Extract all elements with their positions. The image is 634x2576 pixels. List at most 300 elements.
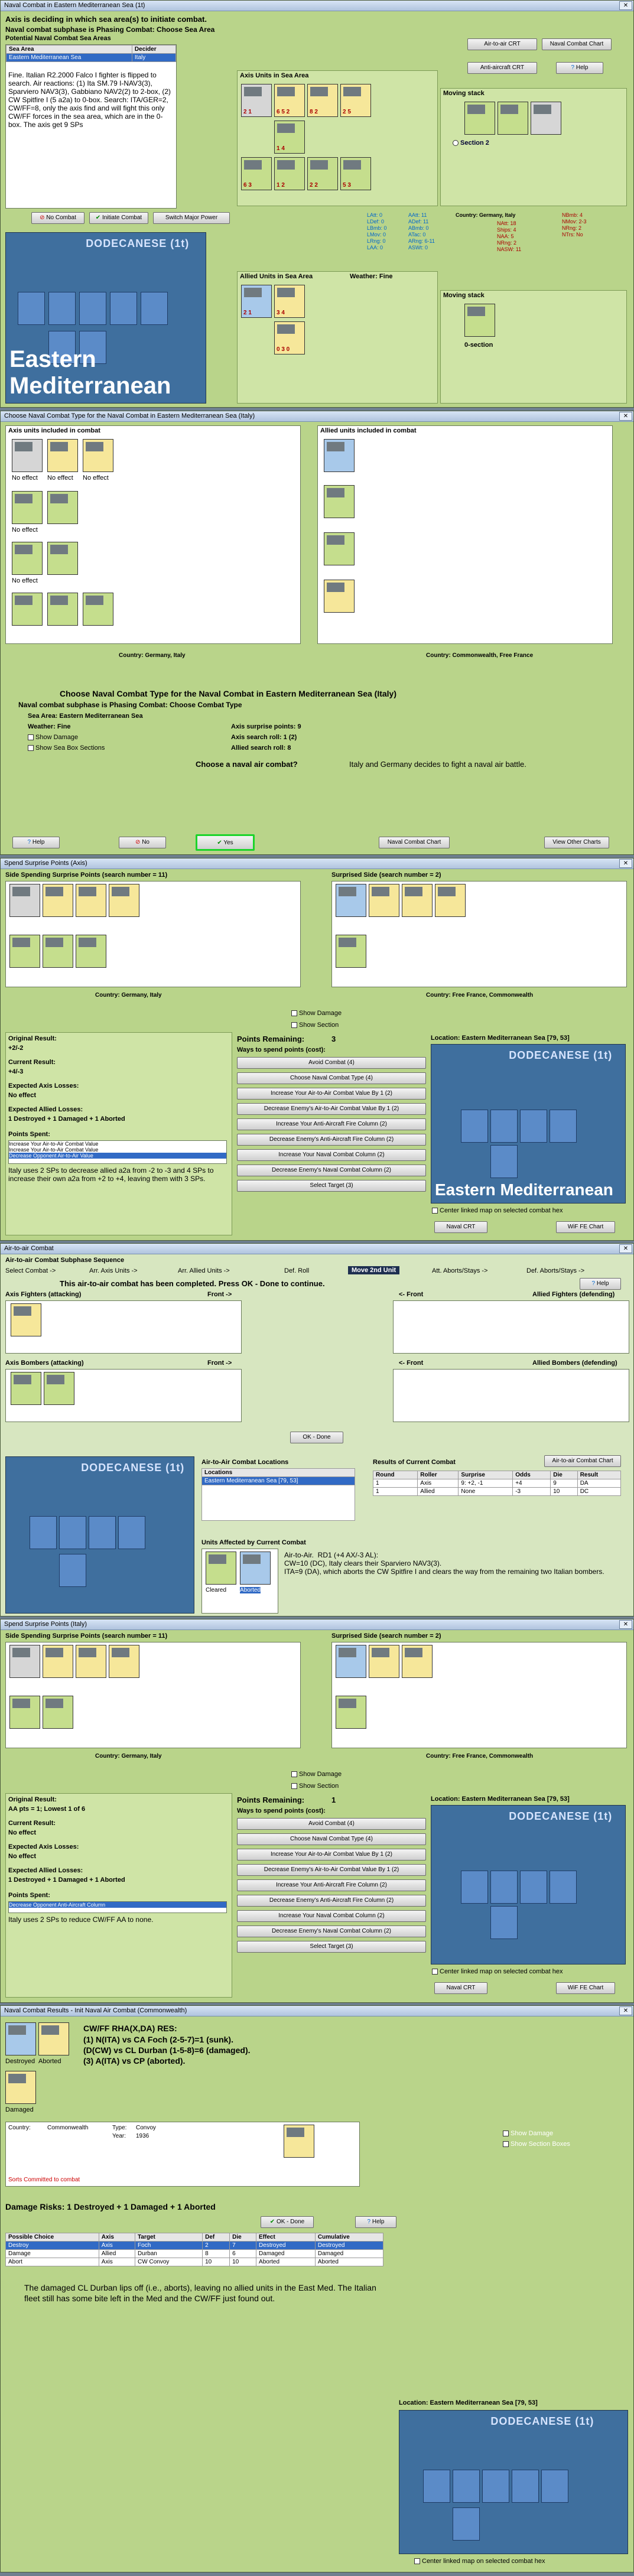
unit-counter[interactable] <box>464 102 495 135</box>
spend-sp-axis-window <box>0 858 634 1241</box>
damaged-label: Damaged <box>5 2106 34 2113</box>
spend-option-button[interactable]: Decrease Enemy's Naval Combat Column (2) <box>237 1165 426 1176</box>
btn-label: No Combat <box>46 214 76 221</box>
orig-result-value: AA pts = 1; Lowest 1 of 6 <box>8 1806 86 1813</box>
unit-counter[interactable] <box>38 2022 69 2055</box>
help-button[interactable]: ? Help <box>580 1278 621 1290</box>
sea-box[interactable] <box>520 1110 547 1143</box>
spend-option-button[interactable]: Choose Naval Combat Type (4) <box>237 1833 426 1845</box>
unit-counter[interactable] <box>76 935 106 968</box>
unit-counter[interactable] <box>9 935 40 968</box>
cell: 6 <box>230 2250 256 2258</box>
cell: 10 <box>203 2258 230 2266</box>
cell: Axis <box>418 1479 459 1488</box>
naval-combat-chart-button[interactable]: Naval Combat Chart <box>542 38 612 50</box>
curr-result-value: +4/-3 <box>8 1068 24 1075</box>
list-item[interactable]: Decrease Opponent Anti-Aircraft Column <box>9 1902 226 1908</box>
sea-box[interactable] <box>550 1871 577 1904</box>
no-button[interactable]: ⊘ No <box>119 837 166 848</box>
unit-counter[interactable] <box>5 2071 36 2104</box>
close-icon[interactable]: ✕ <box>619 2006 632 2015</box>
unit-counter[interactable]: 2 1 <box>241 84 272 117</box>
naval-crt-button[interactable]: Naval CRT <box>434 1221 487 1233</box>
unit-counter[interactable] <box>83 439 113 472</box>
curr-result-label: Current Result: <box>8 1059 56 1066</box>
sea-box[interactable] <box>512 2470 539 2503</box>
sea-box[interactable] <box>79 292 106 325</box>
cell: Destroyed <box>256 2242 316 2250</box>
sea-box[interactable] <box>461 1110 488 1143</box>
sea-box[interactable] <box>520 1871 547 1904</box>
unit-counter[interactable]: 1 2 <box>274 157 305 190</box>
cell: Destroyed <box>315 2242 383 2250</box>
map-region-label: Eastern Mediterranean <box>435 1180 613 1199</box>
unit-counter[interactable] <box>11 1303 41 1336</box>
spend-option-button[interactable]: Increase Your Anti-Aircraft Fire Column (2) <box>237 1879 426 1891</box>
allied-units-panel <box>331 1642 627 1748</box>
window-titlebar[interactable] <box>1 411 633 422</box>
cell: Damaged <box>315 2250 383 2258</box>
checkbox-label: Show Damage <box>511 2130 554 2137</box>
naval-crt-button[interactable]: Naval CRT <box>434 1982 487 1994</box>
seq-step: Arr. Allied Units -> <box>178 1267 230 1274</box>
col-locations[interactable]: Locations <box>202 1469 355 1477</box>
table-row[interactable] <box>6 2258 383 2266</box>
year-label: Year: <box>112 2133 126 2139</box>
ff-chart-button[interactable]: WiF FE Chart <box>556 1982 615 1994</box>
spend-option-button[interactable]: Decrease Enemy's Anti-Aircraft Fire Column (2) <box>237 1895 426 1907</box>
table-row[interactable] <box>6 54 176 62</box>
points-spent-list[interactable] <box>8 1140 227 1164</box>
seq-step: Att. Aborts/Stays -> <box>432 1267 488 1274</box>
spend-option-button[interactable]: Decrease Enemy's Anti-Aircraft Fire Column (2) <box>237 1134 426 1146</box>
choose-subtitle: Naval combat subphase is Phasing Combat: Choose Combat Type <box>18 701 242 709</box>
unit-counter[interactable] <box>324 439 355 472</box>
list-item[interactable]: Increase Your Air-to-Air Combat Value <box>9 1147 99 1153</box>
initiate-combat-button[interactable]: ✔ Initiate Combat <box>89 212 148 224</box>
unit-counter[interactable] <box>43 935 73 968</box>
unit-counter[interactable] <box>240 1552 271 1585</box>
sea-box[interactable] <box>461 1871 488 1904</box>
cell: 9 <box>551 1479 577 1488</box>
axis-units-panel <box>5 881 301 987</box>
sea-box[interactable] <box>118 1516 145 1549</box>
table-row[interactable] <box>6 2242 383 2250</box>
unit-counter[interactable] <box>402 884 433 917</box>
show-boxes-checkbox[interactable] <box>28 744 105 752</box>
year-value: 1936 <box>136 2133 149 2139</box>
unit-counter[interactable] <box>47 542 78 575</box>
unit-counter[interactable]: 8 2 <box>307 84 338 117</box>
unit-counter[interactable]: 2 5 <box>340 84 371 117</box>
sea-area-list[interactable] <box>5 44 177 209</box>
window-title: Spend Surprise Points (Axis) <box>4 860 87 867</box>
unit-counter[interactable] <box>12 542 43 575</box>
sea-box[interactable] <box>490 1110 518 1143</box>
unit-counter[interactable] <box>402 1645 433 1678</box>
air-to-air-crt-button[interactable]: Air-to-air CRT <box>467 38 537 50</box>
results-title: Results of Current Combat <box>373 1459 456 1466</box>
decider-cell: Italy <box>132 54 175 62</box>
window-title: Spend Surprise Points (Italy) <box>4 1621 87 1628</box>
list-item[interactable]: Increase Your Air-to-Air Combat Value <box>9 1141 99 1147</box>
sea-area-label: Sea Area: Eastern Mediterranean Sea <box>28 713 143 720</box>
axis-units-panel <box>5 1642 301 1748</box>
unit-counter[interactable] <box>12 491 43 524</box>
exp-allied-value: 1 Destroyed + 1 Damaged + 1 Aborted <box>8 1115 125 1123</box>
axis-roll-label: Axis search roll: 1 (2) <box>231 734 297 741</box>
btn-label: Help <box>596 1280 609 1287</box>
unit-counter[interactable] <box>76 884 106 917</box>
unit-counter[interactable] <box>43 1645 73 1678</box>
allied-units-title: Allied Units in Sea Area <box>240 273 313 280</box>
unit-counter[interactable] <box>109 884 139 917</box>
switch-major-power-button[interactable] <box>153 212 230 224</box>
seq-step: Select Combat -> <box>5 1267 56 1274</box>
unit-counter[interactable] <box>9 884 40 917</box>
show-damage-checkbox[interactable] <box>291 1771 342 1778</box>
close-icon[interactable]: ✕ <box>619 859 632 868</box>
unit-counter[interactable] <box>47 593 78 626</box>
show-section-checkbox[interactable] <box>291 1783 339 1790</box>
orig-result-label: Original Result: <box>8 1035 57 1042</box>
help-button[interactable]: ? Help <box>355 2216 396 2228</box>
weather-label: Weather: Fine <box>28 723 71 730</box>
curr-result-value: No effect <box>8 1829 37 1836</box>
col-sea-area[interactable]: Sea Area <box>6 45 132 54</box>
status-message: This air-to-air combat has been completed. Press OK - Done to continue. <box>60 1279 325 1288</box>
cell: Allied <box>99 2250 135 2258</box>
allied-bombers-box[interactable] <box>393 1369 629 1422</box>
seq-step: Arr. Axis Units -> <box>89 1267 138 1274</box>
col-header: Round <box>373 1471 418 1479</box>
unit-counter[interactable] <box>43 1696 73 1729</box>
unit-counter[interactable] <box>43 884 73 917</box>
no-combat-button[interactable]: ⊘ No Combat <box>31 212 84 224</box>
sea-box[interactable] <box>110 292 137 325</box>
window-title: Naval Combat Results - Init Naval Air Combat (Commonwealth) <box>4 2007 187 2014</box>
summary-text: The damaged CL Durban lips off (i.e., aborts), leaving no allied units in the East Med. The Italian fleet still has some bite left in the Med and the CW/FF just found out. <box>24 2283 376 2303</box>
antiair-crt-button[interactable]: Anti-aircraft CRT <box>467 62 537 74</box>
sea-box[interactable] <box>30 1516 57 1549</box>
help-button[interactable]: ? Help <box>12 837 60 848</box>
btn-label: Initiate Combat <box>102 214 142 221</box>
sea-box[interactable] <box>89 1516 116 1549</box>
cell: Axis <box>99 2258 135 2266</box>
window-titlebar[interactable] <box>1 1619 633 1630</box>
show-damage-checkbox[interactable] <box>28 734 78 741</box>
curr-result-label: Current Result: <box>8 1820 56 1827</box>
list-item[interactable]: Decrease Opponent Air-to-Air Value <box>9 1153 226 1159</box>
allied-fighters-box[interactable] <box>393 1300 629 1354</box>
spend-sp-italy-window <box>0 1619 634 2003</box>
col-header: Die <box>230 2233 256 2242</box>
unit-counter[interactable] <box>324 532 355 565</box>
location-label: Location: Eastern Mediterranean Sea [79, 53] <box>431 1035 570 1042</box>
orig-result-value: +2/-2 <box>8 1045 24 1052</box>
window-titlebar[interactable] <box>1 2006 633 2016</box>
cell: Abort <box>6 2258 99 2266</box>
cell: 10 <box>551 1488 577 1496</box>
show-boxes-checkbox[interactable] <box>503 2141 570 2148</box>
axis-bombers-box[interactable] <box>5 1369 242 1422</box>
sea-area-map[interactable] <box>5 1456 194 1614</box>
spend-option-button[interactable]: Increase Your Air-to-Air Combat Value By 1 (2) <box>237 1088 426 1100</box>
col-header: Def <box>203 2233 230 2242</box>
unit-counter[interactable] <box>435 884 466 917</box>
affected-units-box <box>201 1549 278 1614</box>
unit-counter[interactable]: 2 2 <box>307 157 338 190</box>
locations-title: Air-to-Air Combat Locations <box>201 1459 289 1466</box>
cell: 2 <box>203 2242 230 2250</box>
checkbox-label: Center linked map on selected combat hex <box>440 1968 563 1975</box>
allied-roll-label: Allied search roll: 8 <box>231 744 291 752</box>
table-row[interactable] <box>202 1477 355 1485</box>
stats-col-1: LAtt: 0 LDef: 0 LBmb: 0 LMov: 0 LRng: 0 LAA: 0 <box>367 212 387 251</box>
spend-option-button[interactable]: Avoid Combat (4) <box>237 1818 426 1830</box>
results-table <box>373 1471 621 1496</box>
unit-counter[interactable]: 6 3 <box>241 157 272 190</box>
unit-counter[interactable] <box>9 1645 40 1678</box>
table-row[interactable] <box>373 1479 621 1488</box>
checkbox-label: Show Section <box>299 1783 339 1790</box>
table-row[interactable] <box>6 2250 383 2258</box>
checkbox-label: Show Damage <box>299 1771 342 1778</box>
aborted-label: Aborted <box>240 1587 261 1593</box>
map-title: DODECANESE (1t) <box>490 2415 594 2427</box>
unit-counter[interactable] <box>531 102 561 135</box>
unit-counter[interactable] <box>109 1645 139 1678</box>
sea-box[interactable] <box>18 292 45 325</box>
sea-box[interactable] <box>490 1871 518 1904</box>
cell: Axis <box>99 2242 135 2250</box>
unit-counter[interactable] <box>369 1645 399 1678</box>
unit-counter[interactable] <box>336 1696 366 1729</box>
btn-label: Switch Major Power <box>165 214 218 221</box>
col-header: Surprise <box>459 1471 513 1479</box>
axis-fighters-box[interactable] <box>5 1300 242 1354</box>
moving-stack-panel <box>440 88 627 206</box>
sea-box[interactable] <box>490 1906 518 1939</box>
show-damage-checkbox[interactable] <box>503 2130 553 2137</box>
sea-box[interactable] <box>59 1516 86 1549</box>
unit-counter[interactable] <box>284 2125 314 2158</box>
unit-counter[interactable] <box>336 935 366 968</box>
ok-done-button[interactable]: OK - Done <box>290 1432 343 1443</box>
unit-counter[interactable] <box>11 1372 41 1405</box>
map-title: DODECANESE (1t) <box>509 1049 613 1061</box>
unit-counter[interactable]: 6 5 2 <box>274 84 305 117</box>
btn-label: Help <box>372 2219 385 2225</box>
checkbox-label: Show Section <box>299 1022 339 1029</box>
sea-box[interactable] <box>59 1554 86 1587</box>
allied-units-panel <box>331 881 627 987</box>
window-titlebar[interactable] <box>1 858 633 869</box>
effect-label: No effect <box>12 526 38 534</box>
sea-cell: Eastern Mediterranean Sea <box>6 54 132 62</box>
unit-counter[interactable] <box>464 304 495 337</box>
help-button[interactable]: ? Help <box>556 62 603 74</box>
unit-counter[interactable] <box>206 1552 236 1585</box>
sea-area-map[interactable] <box>5 232 206 404</box>
checkbox-label: Show Section Boxes <box>511 2141 570 2148</box>
spend-option-button[interactable]: Select Target (3) <box>237 1941 426 1953</box>
air-crt-button[interactable]: Air-to-air Combat Chart <box>544 1455 621 1467</box>
effect-label: No effect <box>47 474 73 482</box>
allied-units-panel <box>237 271 438 404</box>
center-link-checkbox[interactable] <box>414 2558 545 2565</box>
ok-done-button[interactable]: ✔ OK - Done <box>261 2216 314 2228</box>
spend-option-button[interactable]: Decrease Enemy's Air-to-Air Combat Value By 1 (2) <box>237 1864 426 1876</box>
unit-counter[interactable] <box>44 1372 74 1405</box>
sea-box[interactable] <box>550 1110 577 1143</box>
section-2-radio[interactable] <box>453 139 489 147</box>
sea-box[interactable] <box>453 2507 480 2541</box>
allied-fighters-label: Allied Fighters (defending) <box>532 1291 615 1298</box>
orig-result-label: Original Result: <box>8 1796 57 1803</box>
unit-counter[interactable] <box>83 593 113 626</box>
unit-counter[interactable] <box>336 884 366 917</box>
naval-chart-button[interactable]: Naval Combat Chart <box>379 837 450 848</box>
axis-units-panel <box>237 70 438 206</box>
window-titlebar[interactable] <box>1 1244 633 1254</box>
naval-results-window <box>0 2005 634 2572</box>
show-damage-checkbox[interactable] <box>291 1010 342 1017</box>
zero-section-label: 0-section <box>464 341 493 349</box>
points-spent-label: Points Spent: <box>8 1892 50 1899</box>
table-row[interactable] <box>373 1488 621 1496</box>
country-allied-label: Country: Free France, Commonwealth <box>426 992 534 998</box>
btn-label: Yes <box>223 840 233 846</box>
col-header: Die <box>551 1471 577 1479</box>
spend-option-button[interactable]: Increase Your Naval Combat Column (2) <box>237 1149 426 1161</box>
center-link-checkbox[interactable] <box>432 1207 563 1214</box>
col-decider[interactable]: Decider <box>132 45 175 54</box>
allied-stack-panel <box>440 290 627 404</box>
sea-area-map[interactable] <box>431 1805 626 1964</box>
map-region-label: Eastern Mediterranean <box>9 346 171 399</box>
aborted-label: Aborted <box>38 2058 61 2065</box>
stats-col-2: AAtt: 11 ADef: 11 ABmb: 0 ATac: 0 ARng: 6-11 ASWt: 0 <box>408 212 435 251</box>
spend-option-button[interactable]: Increase Your Air-to-Air Combat Value By 1 (2) <box>237 1849 426 1861</box>
map-title: DODECANESE (1t) <box>509 1810 613 1822</box>
ff-chart-button[interactable]: WiF FE Chart <box>556 1221 615 1233</box>
unit-counter[interactable] <box>369 884 399 917</box>
moving-stack-label: Moving stack <box>443 90 485 97</box>
result-lines: (1) N(ITA) vs CA Foch (2-5-7)=1 (sunk). (D(CW) vs CL Durban (1-5-8)=6 (damaged). (3) A(ITA) vs CP (aborted). <box>83 2035 251 2066</box>
exp-axis-value: No effect <box>8 1092 37 1099</box>
unit-counter[interactable]: 0 3 0 <box>274 321 305 354</box>
explanation-text: Italy uses 2 SPs to reduce CW/FF AA to none. <box>8 1915 154 1924</box>
axis-fighters-label: Axis Fighters (attacking) <box>5 1291 82 1298</box>
close-icon[interactable]: ✕ <box>619 1620 632 1629</box>
results-panel <box>5 1032 232 1235</box>
unit-counter[interactable]: 2 1 <box>241 285 272 318</box>
country-axis-label: Country: Germany, Italy <box>95 1753 162 1759</box>
spend-option-button[interactable]: Decrease Enemy's Naval Combat Column (2) <box>237 1926 426 1937</box>
checkbox-label: Center linked map on selected combat hex <box>440 1207 563 1214</box>
cell: -3 <box>513 1488 551 1496</box>
spend-option-button[interactable]: Choose Naval Combat Type (4) <box>237 1072 426 1084</box>
unit-counter[interactable]: 3 4 <box>274 285 305 318</box>
unit-counter[interactable] <box>324 580 355 613</box>
unit-counter[interactable] <box>9 1696 40 1729</box>
window-title: Naval Combat in Eastern Mediterranean Sea (1t) <box>4 2 145 9</box>
unit-counter[interactable] <box>498 102 528 135</box>
sequence-title: Air-to-air Combat Subphase Sequence <box>5 1257 125 1264</box>
window-titlebar[interactable] <box>1 1 633 11</box>
section-label: Section 2 <box>460 139 489 147</box>
affected-title: Units Affected by Current Combat <box>201 1539 306 1546</box>
points-remaining-label: Points Remaining: <box>237 1035 305 1043</box>
sea-area-map[interactable] <box>399 2410 628 2554</box>
sea-box[interactable] <box>48 292 76 325</box>
effect-label: No effect <box>12 577 38 584</box>
country-value: Commonwealth <box>47 2125 89 2131</box>
axis-units-title: Axis Units in Sea Area <box>240 72 309 79</box>
exp-axis-label: Expected Axis Losses: <box>8 1082 79 1089</box>
allied-included-title: Allied units included in combat <box>320 427 417 434</box>
spend-option-button[interactable]: Decrease Enemy's Air-to-Air Combat Value By 1 (2) <box>237 1103 426 1115</box>
points-spent-list[interactable] <box>8 1901 227 1913</box>
combat-heading: Axis is deciding in which sea area(s) to initiate combat. <box>5 15 207 24</box>
unit-counter[interactable]: 5 3 <box>340 157 371 190</box>
col-header: Effect <box>256 2233 316 2242</box>
other-charts-button[interactable]: View Other Charts <box>544 837 609 848</box>
spend-option-button[interactable]: Avoid Combat (4) <box>237 1057 426 1069</box>
allied-included-panel <box>317 425 613 644</box>
unit-counter[interactable] <box>324 485 355 518</box>
unit-counter[interactable] <box>336 1645 366 1678</box>
choose-combat-type-window <box>0 411 634 855</box>
sea-box[interactable] <box>141 292 168 325</box>
unit-counter[interactable] <box>47 491 78 524</box>
close-icon[interactable]: ✕ <box>619 412 632 421</box>
close-icon[interactable]: ✕ <box>619 1 632 10</box>
yes-button[interactable]: ✔ Yes <box>196 834 255 851</box>
empty-cell <box>202 1485 355 1521</box>
allied-bombers-label: Allied Bombers (defending) <box>532 1359 617 1367</box>
sea-box[interactable] <box>541 2470 568 2503</box>
sea-box[interactable] <box>490 1145 518 1178</box>
country-label: Country: Germany, Italy <box>456 212 516 218</box>
axis-stats <box>367 212 627 252</box>
unit-counter[interactable] <box>12 593 43 626</box>
sea-box[interactable] <box>482 2470 509 2503</box>
front-label: <- Front <box>399 1291 424 1298</box>
spend-option-button[interactable]: Increase Your Anti-Aircraft Fire Column (2) <box>237 1118 426 1130</box>
show-section-checkbox[interactable] <box>291 1022 339 1029</box>
location-label: Location: Eastern Mediterranean Sea [79, 53] <box>399 2399 538 2406</box>
unit-counter[interactable] <box>12 439 43 472</box>
close-icon[interactable]: ✕ <box>619 1244 632 1253</box>
sea-box[interactable] <box>423 2470 450 2503</box>
unit-counter[interactable] <box>5 2022 36 2055</box>
cell: Foch <box>135 2242 203 2250</box>
spend-option-button[interactable]: Select Target (3) <box>237 1180 426 1192</box>
result-head: CW/FF RHA(X,DA) RES: <box>83 2024 177 2033</box>
cell: CW Convoy <box>135 2258 203 2266</box>
spend-option-button[interactable]: Increase Your Naval Combat Column (2) <box>237 1910 426 1922</box>
col-header: Axis <box>99 2233 135 2242</box>
unit-counter[interactable] <box>47 439 78 472</box>
sea-box[interactable] <box>453 2470 480 2503</box>
sea-area-map[interactable] <box>431 1044 626 1204</box>
unit-counter[interactable] <box>76 1645 106 1678</box>
center-link-checkbox[interactable] <box>432 1968 563 1975</box>
col-header: Odds <box>513 1471 551 1479</box>
unit-counter[interactable]: 1 4 <box>274 121 305 154</box>
